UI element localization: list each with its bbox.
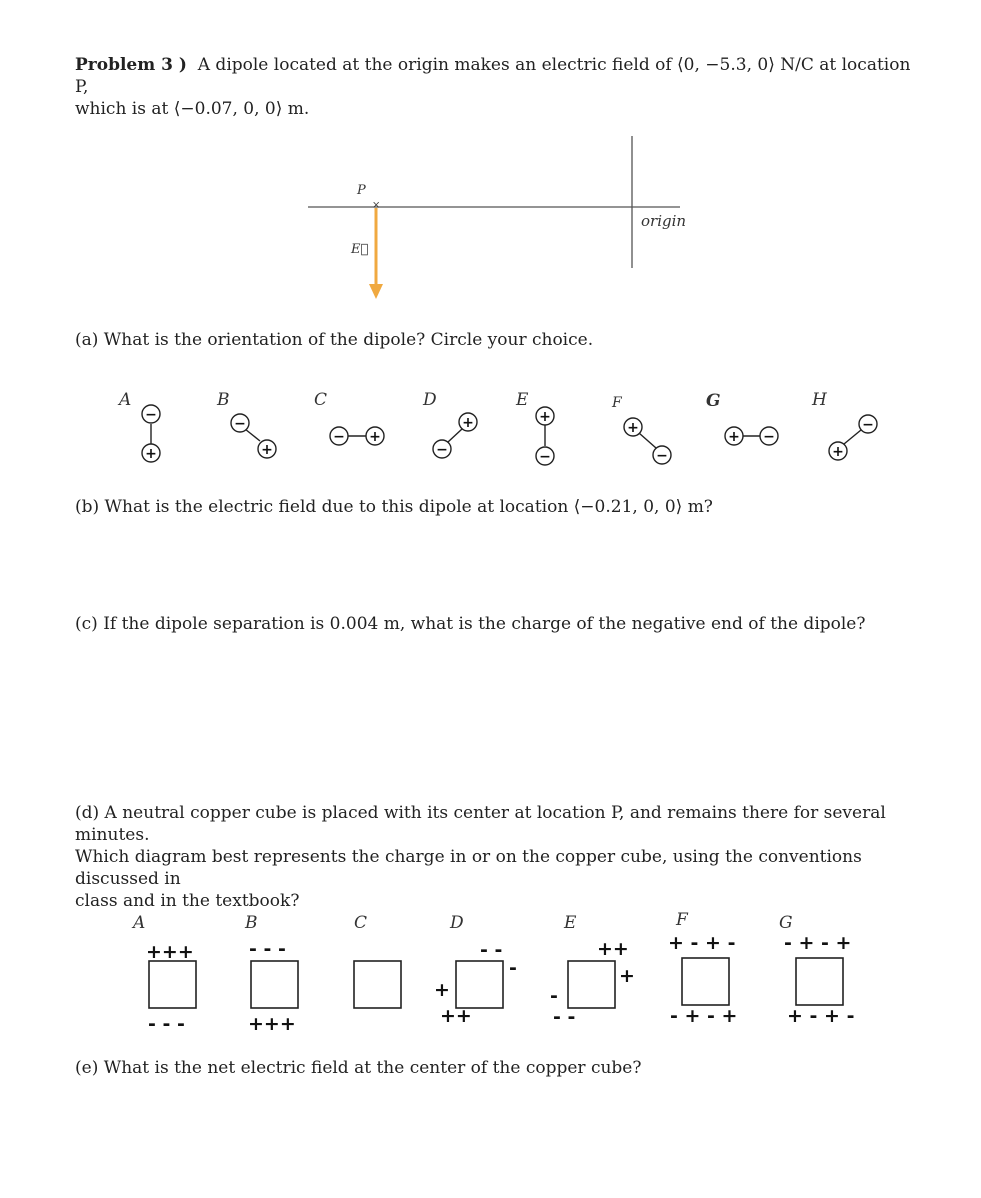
cube-e[interactable] — [568, 961, 615, 1008]
charge-label: - + - + — [784, 932, 852, 954]
charge-label: - + - + — [670, 1005, 738, 1027]
part-a-question: (a) What is the orientation of the dipole? Circle your choice. — [75, 330, 594, 350]
field-vector-label: E⃗ — [351, 242, 369, 257]
part-c-question: (c) If the dipole separation is 0.004 m, what is the charge of the negative end of the dipole? — [75, 614, 866, 634]
option-e-letter: E — [516, 390, 529, 410]
problem-intro-line1: A dipole located at the origin makes an electric field of ⟨0, −5.3, 0⟩ N/C at location P, — [75, 55, 911, 97]
minus-sign: − — [539, 449, 551, 465]
minus-sign: − — [763, 429, 775, 445]
cube-option-d-letter: D — [450, 913, 464, 933]
charge-label: +++ — [248, 1013, 296, 1035]
charge-label: ++ — [597, 938, 629, 960]
minus-sign: − — [436, 442, 448, 458]
minus-sign: − — [862, 417, 874, 433]
cube-f[interactable] — [682, 958, 729, 1005]
origin-label: origin — [641, 212, 687, 230]
charge-label: - — [550, 985, 558, 1007]
part-d-line1: (d) A neutral copper cube is placed with its center at location P, and remains there for several minutes. — [75, 803, 886, 845]
cube-option-g-letter: G — [779, 913, 793, 933]
option-a-letter: A — [119, 390, 132, 410]
charge-label: +++ — [146, 941, 194, 963]
plus-sign: + — [369, 429, 381, 445]
option-g-letter: G — [706, 391, 721, 411]
option-h-letter: H — [812, 390, 827, 410]
minus-sign: − — [234, 416, 246, 432]
cube-option-a-letter: A — [133, 913, 146, 933]
charge-label: ++ — [440, 1005, 472, 1027]
plus-sign: + — [627, 420, 639, 436]
charge-label: - - — [553, 1006, 576, 1028]
option-d-letter: D — [423, 390, 437, 410]
part-b-question: (b) What is the electric field due to this dipole at location ⟨−0.21, 0, 0⟩ m? — [75, 497, 713, 517]
problem-number: Problem 3 ) — [75, 55, 187, 75]
option-c-letter: C — [314, 390, 328, 410]
charge-label: + — [619, 965, 635, 987]
point-p-label: P — [357, 183, 366, 198]
cube-g[interactable] — [796, 958, 843, 1005]
minus-sign: − — [145, 407, 157, 423]
charge-label: + - + - — [787, 1005, 855, 1027]
cube-b[interactable] — [251, 961, 298, 1008]
charge-label: - - - — [249, 938, 286, 960]
cube-c[interactable] — [354, 961, 401, 1008]
charge-label: + - + - — [668, 932, 736, 954]
plus-sign: + — [728, 429, 740, 445]
charge-label: + — [434, 979, 450, 1001]
plus-sign: + — [832, 444, 844, 460]
point-p-marker: × — [372, 200, 381, 211]
plus-sign: + — [261, 442, 273, 458]
cube-a[interactable] — [149, 961, 196, 1008]
problem-intro-line2: which is at ⟨−0.07, 0, 0⟩ m. — [75, 99, 310, 119]
part-d-line3: class and in the textbook? — [75, 891, 300, 911]
charge-label: - — [509, 957, 517, 979]
option-b-letter: B — [217, 390, 230, 410]
charge-label: - - — [480, 939, 503, 961]
cube-option-c-letter: C — [354, 913, 368, 933]
minus-sign: − — [333, 429, 345, 445]
cube-option-f-letter: F — [676, 910, 688, 930]
plus-sign: + — [539, 409, 551, 425]
cube-option-e-letter: E — [564, 913, 577, 933]
minus-sign: − — [656, 448, 668, 464]
part-d-line2: Which diagram best represents the charge in or on the copper cube, using the conventions discussed in — [75, 847, 862, 889]
option-f-letter: F — [612, 395, 622, 411]
plus-sign: + — [462, 415, 474, 431]
charge-label: - - - — [148, 1013, 185, 1035]
cube-option-b-letter: B — [245, 913, 258, 933]
plus-sign: + — [145, 446, 157, 462]
part-e-question: (e) What is the net electric field at the center of the copper cube? — [75, 1058, 642, 1078]
cube-d[interactable] — [456, 961, 503, 1008]
